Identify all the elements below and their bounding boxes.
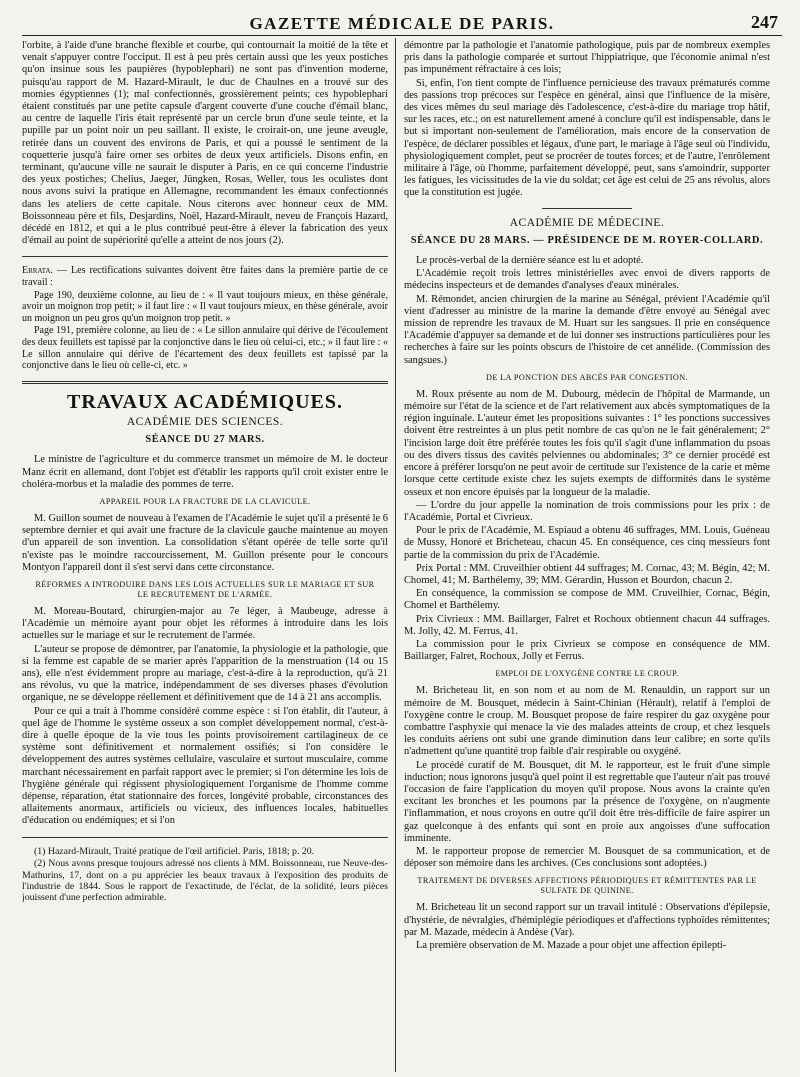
right-column (404, 40, 770, 1070)
errata-item: Page 190, deuxième colonne, au lieu de : « Il vaut toujours mieux, en thèse générale, avoir un moignon trop petit; » il faut lire : « Il vaut toujours mieux, en thèse générale, avoir un moignon un peu gros qu'un moignon trop petit. » (22, 289, 388, 324)
paragraph-remondet: M. Rémondet, ancien chirurgien de la marine au Sénégal, prévient l'Académie qu'il vient d'adresser au ministre de la marine la demande d'être envoyé au Sénégal avec mission de reprendre les travaux de M. Huart sur les sangsues. Il prie en conséquence l'Académie d'appuyer sa demande et de lui donner ses instructions particulières pour les recherches à faire sur les points obscurs de l'histoire de cet annélide. (Commission des sangsues.) (404, 293, 770, 366)
subheading-traitement: TRAITEMENT DE DIVERSES AFFECTIONS PÉRIODIQUES ET RÉMITTENTES PAR LE SULFATE DE QUININE. (417, 876, 757, 896)
section-title-travaux: TRAVAUX ACADÉMIQUES. (67, 390, 343, 413)
paragraph-rapporteur: M. le rapporteur propose de remercier M. Bousquet de sa communication, et de déposer son mémoire dans les archives. (Ces conclusions sont adoptées.) (404, 845, 770, 870)
paragraph-prix-academie: Pour le prix de l'Académie, M. Espiaud a obtenu 46 suffrages, MM. Louis, Guéneau de Mussy, Honoré et Bricheteau, chacun 45. En conséquence, ces cinq messieurs font partie de la commission du prix de l'Académie. (404, 525, 770, 561)
paragraph-lettres: L'Académie reçoit trois lettres ministérielles avec envoi de divers rapports de médecins inspecteurs et de demandes d'analyses d'eaux minérales. (404, 268, 770, 292)
column-divider (395, 38, 396, 1072)
footnote-rule (22, 837, 388, 838)
academy-medecine-heading: ACADÉMIE DE MÉDECINE. (509, 216, 665, 229)
paragraph-consequence: En conséquence, la commission se compose de MM. Cruveilhier, Cornac, Bégin, Chomel et Barthélemy. (404, 588, 770, 612)
paragraph-bricheteau-second: M. Bricheteau lit un second rapport sur un travail intitulé : Observations d'épilepsie, d'hystérie, de névralgies, d'hémiplégie périodiques et d'affections typhoïdes rémittentes; par M. Mazade, médecin à Andèse (Var). (404, 902, 770, 938)
paragraph-roux: M. Roux présente au nom de M. Dubourg, médecin de l'hôpital de Marmande, un mémoire sur l'état de la science et de l'art relativement aux abcès symptomatiques de la région inguinale. L'auteur émet les propositions suivantes : 1° les ponctions successives doivent être restreintes à un plus petit nombre de cas qu'on ne le fait généralement; 2° l'incision large doit être préférée toutes les fois qu'il s'agit d'une inflammation du psoas ou des divers tissus des cavités pelviennes ou abdominales; 3° ce dernier procédé est encore à préférer lorsqu'on ne peut avoir de certitude sur l'existence de la carie et même lorsque cette certitude existe chez les sujets exempts de difformités dans le système osseux et non encore épuisés par la longueur de la maladie. (404, 388, 770, 498)
paragraph-procede: Le procédé curatif de M. Bousquet, dit M. le rapporteur, est le fruit d'une simple induction; nous ignorons jusqu'à quel point il est regrettable que l'auteur n'ait pas trouvé l'occasion de faire l'application du moyen qu'il propose. Nous avons la crainte qu'en excitant les bronches et les poumons par la présence de l'oxygène, on n'augmente l'inflammation, et nous croyons en outre qu'il doit être très-difficile de faire aspirer un gaz quelconque à des enfants qui sont en proie aux angoisses d'une suffocation imminente. (404, 759, 770, 844)
errata-item: Page 191, première colonne, au lieu de : « Le sillon annulaire qui dérive de l'écoulement des deux feuillets est tapissé par la conjonctive dans le lieu où celui-ci, etc.; » il faut lire : « Le sillon annulaire qui dérive de l'écartement des deux feuillets est tapissé par la conjonctive dans le lieu où celle-ci, etc. » (22, 325, 388, 372)
paragraph-prix-civrieux: Prix Civrieux : MM. Baillarger, Falret et Rochoux obtiennent chacun 44 suffrages. M. Jolly, 42. M. Ferrus, 41. (404, 613, 770, 637)
paragraph-prix-portal: Prix Portal : MM. Cruveilhier obtient 44 suffrages; M. Cornac, 43; M. Bégin, 42; M. Chomel, 41; M. Barthélemy, 39; MM. Gérardin, Husson et Bourdon, chacun 2. (404, 562, 770, 586)
paragraph-bricheteau: M. Bricheteau lit, en son nom et au nom de M. Renauldin, un rapport sur un mémoire de M. Bousquet, médecin à Saint-Chinian (Hérault), relatif à l'emploi de l'oxygène contre le croup. M. Bousquet propose de faire respirer du gaz oxygène pour combattre l'asphyxie qui menace la vie des malades atteints de croup, et chez lesquels les conduits aériens ont subi une grande diminution dans leur calibre; en sorte qu'ils n'admettent qu'une quantité trop faible d'air respirable ou oxygéné. (404, 685, 770, 758)
paragraph-ministre: Le ministre de l'agriculture et du commerce transmet un mémoire de M. le docteur Manz écrit en allemand, dont l'objet est d'établir les rapports qu'il croit exister entre le choléra-morbus et la maladie des pommes de terre. (22, 454, 388, 490)
footnote: (1) Hazard-Mirault, Traité pratique de l'œil artificiel. Paris, 1818; p. 20. (34, 845, 315, 857)
academy-sciences-heading: ACADÉMIE DES SCIENCES. (126, 416, 284, 428)
paragraph-continuation: démontre par la pathologie et l'anatomie pathologique, puis par de nombreux exemples pris dans la pathologie comparée et surtout l'hippiatrique, que l'économie animal n'est pas impunément réfractaire à ces lois; (404, 40, 770, 76)
subheading-reformes: RÉFORMES A INTRODUIRE DANS LES LOIS ACTUELLES SUR LE MARIAGE ET SUR LE RECRUTEMENT DE L'ARMÉE. (35, 580, 375, 600)
page-number: 247 (751, 12, 778, 32)
paragraph-commission: La commission pour le prix Civrieux se compose en conséquence de MM. Baillarger, Falret, Rochoux, Jolly et Ferrus. (404, 638, 770, 663)
left-column (22, 40, 388, 1070)
paragraph-artificial-eyes: l'orbite, à l'aide d'une branche flexible et courbe, qui contournait la moitié de la tête et venait s'appuyer contre l'occiput. Il est à peu près certain aussi que les yeux postiches qu'on insinue sous les paupières (hypoblephari) ne sont pas d'invention moderne, puisqu'au rapport de M. Hazard-Mirault, le duc de Chaulnes en a trouvé sur des momies égyptiennes (1); mal confectionnés, grossièrement peints; ces hypoblephari étaient constitués par une petite capsule d'argent couverte d'une couche d'émail blanc, au centre de laquelle l'iris était représenté par un cercle brun d'une seule teinte, et la pupille par un point noir un peu saillant. Il existe, le croirait-on, une jeune aveugle, retirée dans un couvent des environs de Paris, et qui a poussé le sentiment de la coquetterie jusqu'à faire orner ses orbites de deux yeux artificiels. Disons enfin, en terminant, qu'aucune ville ne saurait le disputer à Paris, en ce qui concerne l'industrie des yeux postiches; Chelius, Jaeger, Jüngken, Rosas, Weller, tous les oculistes dont nous avons suivi la pratique en Allemagne, recommandent les émaux confectionnés dans les ateliers de cette capitale. Nous citerons avec honneur ceux de MM. Boissonneau père et fils, Desjardins, Noël, Hazard-Mirault, neveu de François Hazard, décédé en 1812, et qui a le plus contribué peut-être à élever la fabrication des yeux d'émail au point de supériorité qu'elle a atteint de nos jours (2). (22, 40, 388, 247)
section-rule (22, 256, 388, 257)
page-header (22, 8, 782, 36)
subheading-clavicule: APPAREIL POUR LA FRACTURE DE LA CLAVICULE. (99, 497, 311, 507)
errata-intro: — Les rectifications suivantes doivent être faites dans la première partie de ce travail : (22, 265, 388, 289)
journal-title: GAZETTE MÉDICALE DE PARIS. (249, 14, 555, 33)
session-heading: SÉANCE DU 28 MARS. — PRÉSIDENCE DE M. ROYER-COLLARD. (410, 234, 764, 246)
newspaper-page (22, 8, 782, 1072)
paragraph-guillon: M. Guillon soumet de nouveau à l'examen de l'Académie le sujet qu'il a présenté le 6 septembre dernier et qui avait une fracture de la clavicule gauche maintenue au moyen d'un appareil de son invention. La consolidation s'étant opérée de telle sorte qu'il n'existe pas le moindre raccourcissement, M. Guillon présente pour le concours Montyon l'appareil dont il s'est servi dans cette circonstance. (22, 513, 388, 573)
section-rule (542, 208, 632, 209)
errata-block (22, 265, 388, 371)
footnotes (22, 846, 388, 904)
paragraph-auteur: L'auteur se propose de démontrer, par l'anatomie, la physiologie et la pathologie, que si la femme est capable de se marier après l'apparition de la menstruation (14 ou 15 ans), elle n'est évidemment propre au mariage, c'est-à-dire à la reproduction, qu'à 21 ans révolus, vu que la matrice, indépendamment de ses diverses phases d'évolution organique, ne se développe réellement et définitivement que de 14 à 21 ans accomplis. (22, 643, 388, 704)
paragraph-si: Si, enfin, l'on tient compte de l'influence pernicieuse des travaux prématurés comme des passions trop précoces sur l'espèce en général, ainsi que l'influence de la misère, des vices mêmes du seul mariage dès l'adolescence, c'est-à-dire du mariage trop hâtif, sur les races, etc.; on est naturellement amené à conclure qu'il est indispensable, dans le but si important non-seulement de l'amélioration, mais encore de la conservation de l'espèce, de déclarer possibles et légaux, d'une part, le mariage à l'âge seul où l'individu, physiologiquement complet, peut se procréer de toutes forces; et de l'autre, l'enrôlement militaire à l'âge, où l'homme, parfaitement développé, peut, sans s'amoindrir, supporter les fatigues, les vicissitudes de la vie du soldat; cet âge est celui de 25 ans révolus, alors que la constitution est jugée. (404, 77, 770, 199)
paragraph-premiere: La première observation de M. Mazade a pour objet une affection épilepti- (416, 940, 727, 951)
footnote: (2) Nous avons presque toujours adressé nos clients à MM. Boissonneau, rue Neuve-des-Mathurins, 17, dont on a pu apprécier les beaux travaux à l'exposition des produits de l'industrie de 1844. Sous le rapport de l'exactitude, de l'éclat, de la solidité, leurs pièces jouissent d'une perfection admirable. (22, 858, 388, 904)
paragraph-homme: Pour ce qui a trait à l'homme considéré comme espèce : si l'on établit, dit l'auteur, à quel âge de l'homme le système osseux a son complet développement normal, c'est-à-dire à quelle époque de la vie tous les points provisoirement cartilagineux de ce système sont définitivement et normalement ossifiés; si l'on considère le développement des autres systèmes cellulaire, vasculaire et surtout musculaire, comme marchant nécessairement en parfait rapport avec le premier; si l'on détermine les lois de l'hygiène générale qui régissent physiologiquement l'organisme de l'homme comme dépense, réparation, état stationnaire des forces, longévité probable, circonstances des allaitements anormaux, artificiels ou vicieux, des influences locales, habituelles d'éducation ou endémiques; et si l'on (22, 705, 388, 827)
session-heading: SÉANCE DU 27 MARS. (145, 434, 265, 446)
errata-label: Errata. (22, 265, 53, 277)
paragraph-ordre: — L'ordre du jour appelle la nomination de trois commissions pour les prix : de l'Académie, Portal et Civrieux. (404, 499, 770, 523)
section-rule (22, 381, 388, 384)
paragraph-proces: Le procès-verbal de la dernière séance est lu et adopté. (416, 255, 644, 267)
paragraph-moreau: M. Moreau-Boutard, chirurgien-major au 7e léger, à Maubeuge, adresse à l'Académie un mémoire ayant pour objet les réformes à introduire dans les lois actuelles sur le mariage et sur le recrutement de l'armée. (22, 606, 388, 642)
subheading-oxygene: EMPLOI DE L'OXYGÈNE CONTRE LE CROUP. (495, 669, 679, 679)
subheading-ponction: DE LA PONCTION DES ABCÈS PAR CONGESTION. (486, 372, 688, 382)
